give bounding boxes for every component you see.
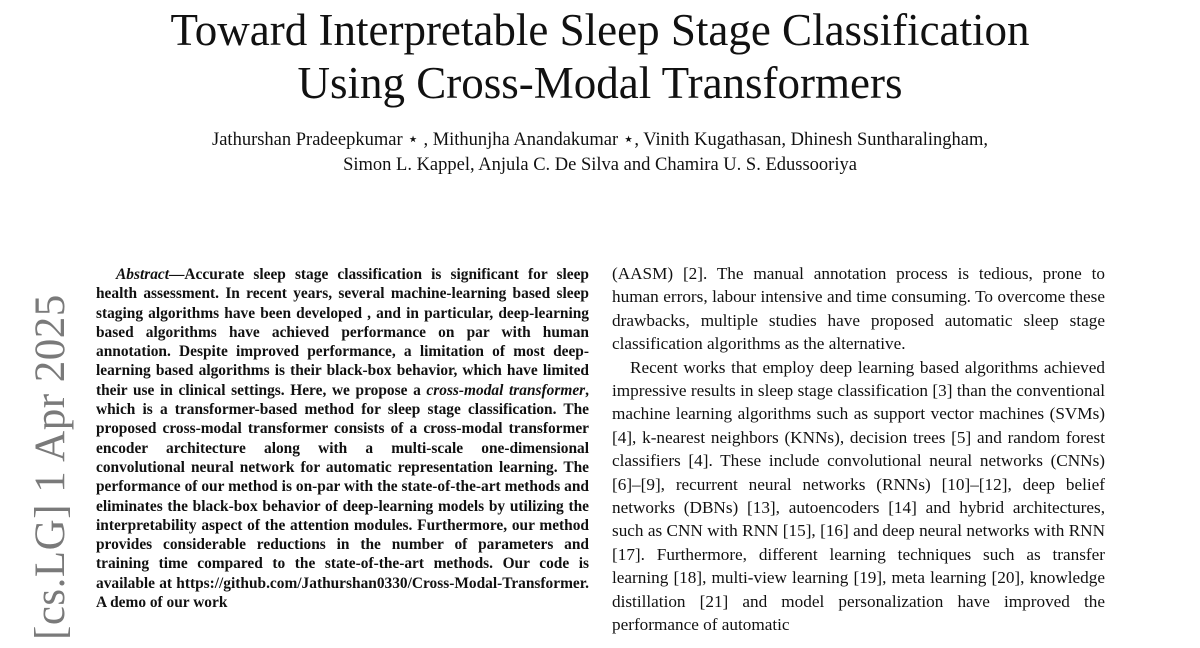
paper-title-line-1: Toward Interpretable Sleep Stage Classification xyxy=(170,5,1030,55)
author-line-1: Jathurshan Pradeepkumar ⋆ , Mithunjha Anandakumar ⋆, Vinith Kugathasan, Dhinesh Suntharalingham, xyxy=(212,130,988,150)
body-right-column xyxy=(612,262,1105,637)
abstract-term: cross-modal transformer xyxy=(426,381,586,399)
author-list xyxy=(0,128,1200,178)
abstract-text-b: , which is a transformer-based method for sleep stage classification. The proposed cross-modal transformer consists of a cross-modal transformer encoder architecture along with a multi-scale one-dimensional convolutional neural network for automatic representation learning. The performance of our method is on-par with the state-of-the-art methods and eliminates the black-box behavior of deep-learning models by utilizing the interpretability aspect of the attention modules. Furthermore, our method provides considerable reductions in the number of parameters and training time compared to the state-of-the-art methods. Our code is available at https://github.com/Jathurshan0330/Cross-Modal-Transformer. A demo of our work xyxy=(96,381,589,612)
body-paragraph-1: (AASM) [2]. The manual annotation process is tedious, prone to human errors, labour intensive and time consuming. To overcome these drawbacks, multiple studies have proposed automatic sleep stage classification algorithms as the alternative. xyxy=(612,264,1105,354)
abstract-label: Abstract xyxy=(116,266,170,283)
paper-title-line-2: Using Cross-Modal Transformers xyxy=(297,58,903,108)
body-paragraph-2: Recent works that employ deep learning based algorithms achieved impressive results in sleep stage classification [3] than the conventional machine learning algorithms such as support vector machines (SVMs) [4], k-nearest neighbors (KNNs), decision trees [5] and random forest classifiers [4]. These include convolutional neural networks (CNNs) [6]–[9], recurrent neural networks (RNNs) [10]–[12], deep belief networks (DBNs) [13], autoencoders [14] and hybrid architectures, such as CNN with RNN [15], [16] and deep neural networks with RNN [17]. Furthermore, different learning techniques such as transfer learning [18], multi-view learning [19], meta learning [20], knowledge distillation [21] and model personalization have improved the performance of automatic xyxy=(612,357,1105,635)
paper-title xyxy=(0,4,1200,110)
arxiv-side-stamp: [cs.LG] 1 Apr 2025 xyxy=(27,294,74,640)
abstract-text-a: Accurate sleep stage classification is significant for sleep health assessment. In recent years, several machine-learning based sleep staging algorithms have been developed , and in particular, deep-learning based algorithms have achieved performance on par with human annotation. Despite improved performance, a limitation of most deep-learning based algorithms is their black-box behavior, which have limited their use in clinical settings. Here, we propose a xyxy=(96,266,589,399)
abstract xyxy=(96,265,589,612)
abstract-dash: — xyxy=(169,266,185,283)
author-line-2: Simon L. Kappel, Anjula C. De Silva and Chamira U. S. Edussooriya xyxy=(343,155,857,175)
